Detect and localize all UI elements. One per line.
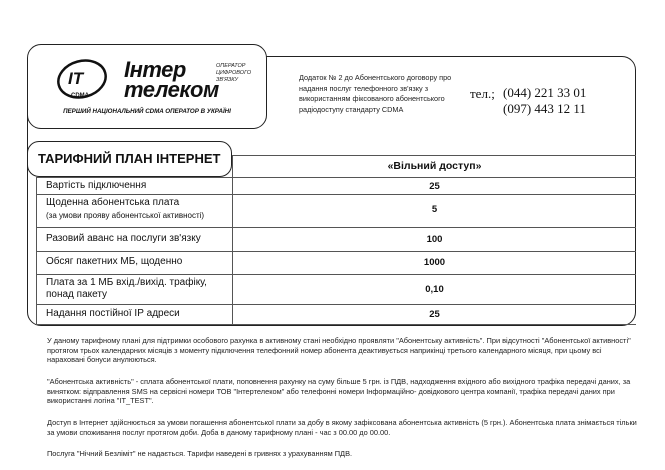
table-divider	[36, 324, 636, 325]
note-paragraph: У даному тарифному плані для підтримки особового рахунка в активному стані необхідно проявляти "Абонентську активність". При відсутності "Абонентської активності" протягом трьох календарних місяців з моменту підключення телефонний номер абонента деактивується наприкінці третього календарного місяця, при цьому всі нараховані бонуси анулюються.	[47, 336, 631, 365]
logo-cdma-mark: CDMA	[71, 93, 89, 99]
note-paragraph: Доступ в Інтернет здійснюється за умови погашення абонентської плати за добу в якому зафіксована абонентська активність (5 грн.). Абонентська плата знімається тільки за умови споживання послуг протягом доби. Доба в даному тарифному плані - час з 00.00 до 00.00.	[47, 418, 637, 437]
table-row-label: Обсяг пакетних МБ, щоденно	[46, 256, 183, 267]
phone-number-1: (044) 221 33 01	[503, 85, 587, 100]
table-row-label: Вартість підключення	[46, 180, 147, 191]
logo-operator-tagline: ОПЕРАТОР ЦИФРОВОГО ЗВ'ЯЗКУ	[216, 63, 252, 83]
table-row-label: Щоденна абонентська плата	[46, 197, 180, 208]
table-row-label: Надання постійної ІР адреси	[46, 308, 180, 319]
table-divider	[36, 251, 636, 252]
table-row-value: 100	[426, 234, 443, 245]
table-row-value: 0,10	[425, 284, 444, 295]
table-divider	[36, 227, 636, 228]
table-row-value: 1000	[423, 257, 446, 268]
table-row-value: 25	[429, 181, 440, 192]
table-divider	[36, 274, 636, 275]
plan-title: ТАРИФНИЙ ПЛАН ІНТЕРНЕТ	[38, 151, 221, 166]
logo-box	[27, 44, 267, 129]
plan-name: «Вільний доступ»	[387, 160, 482, 172]
table-row-label: Разовий аванс на послуги зв'язку	[46, 233, 201, 244]
logo-it-mark: IT	[68, 69, 84, 88]
phone-label: тел.;	[470, 86, 495, 101]
note-paragraph: Послуга "Нічний Безліміт" не надається. Тарифи наведені в гривнях з урахуванням ПДВ.	[47, 449, 353, 458]
table-row-label: Плата за 1 МБ вхід./вихід. трафіку, понад пакету	[46, 277, 207, 300]
document-description: Додаток № 2 до Абонентського договору про надання послуг телефонного зв'язку з використанням фіксованого абонентського радіодоступу стандарту CDMA	[299, 73, 452, 114]
phone-number-2: (097) 443 12 11	[503, 101, 586, 116]
plan-title-box	[27, 141, 232, 177]
table-divider	[232, 155, 636, 156]
table-row-sublabel: (за умови прояву абонентської активності)	[46, 211, 205, 220]
table-divider	[36, 177, 636, 178]
table-divider	[36, 177, 37, 324]
table-divider	[36, 304, 636, 305]
table-row-value: 5	[431, 204, 438, 215]
table-divider	[36, 194, 636, 195]
logo-brand-line1: Інтер	[124, 57, 186, 82]
logo-slogan: ПЕРШИЙ НАЦІОНАЛЬНИЙ CDMA ОПЕРАТОР В УКРАЇНІ	[63, 108, 231, 115]
logo-brand-line2: телеком	[124, 77, 219, 102]
note-paragraph: "Абонентська активність" - сплата абонентської плати, поповнення рахунку на суму більше 5 грн. із ПДВ, надходження вхідного або вихідного трафіка передачі даних, за винятком: відправлення SMS на сервісні номери ТОВ "Інтертелеком" або телефонні номери Інформаційно- довідкового центра компанії, трафіка передачі даних при використанні логіна "IT_TEST".	[47, 377, 631, 406]
table-row-value: 25	[429, 309, 440, 320]
intertelecom-logo-icon	[56, 58, 111, 100]
